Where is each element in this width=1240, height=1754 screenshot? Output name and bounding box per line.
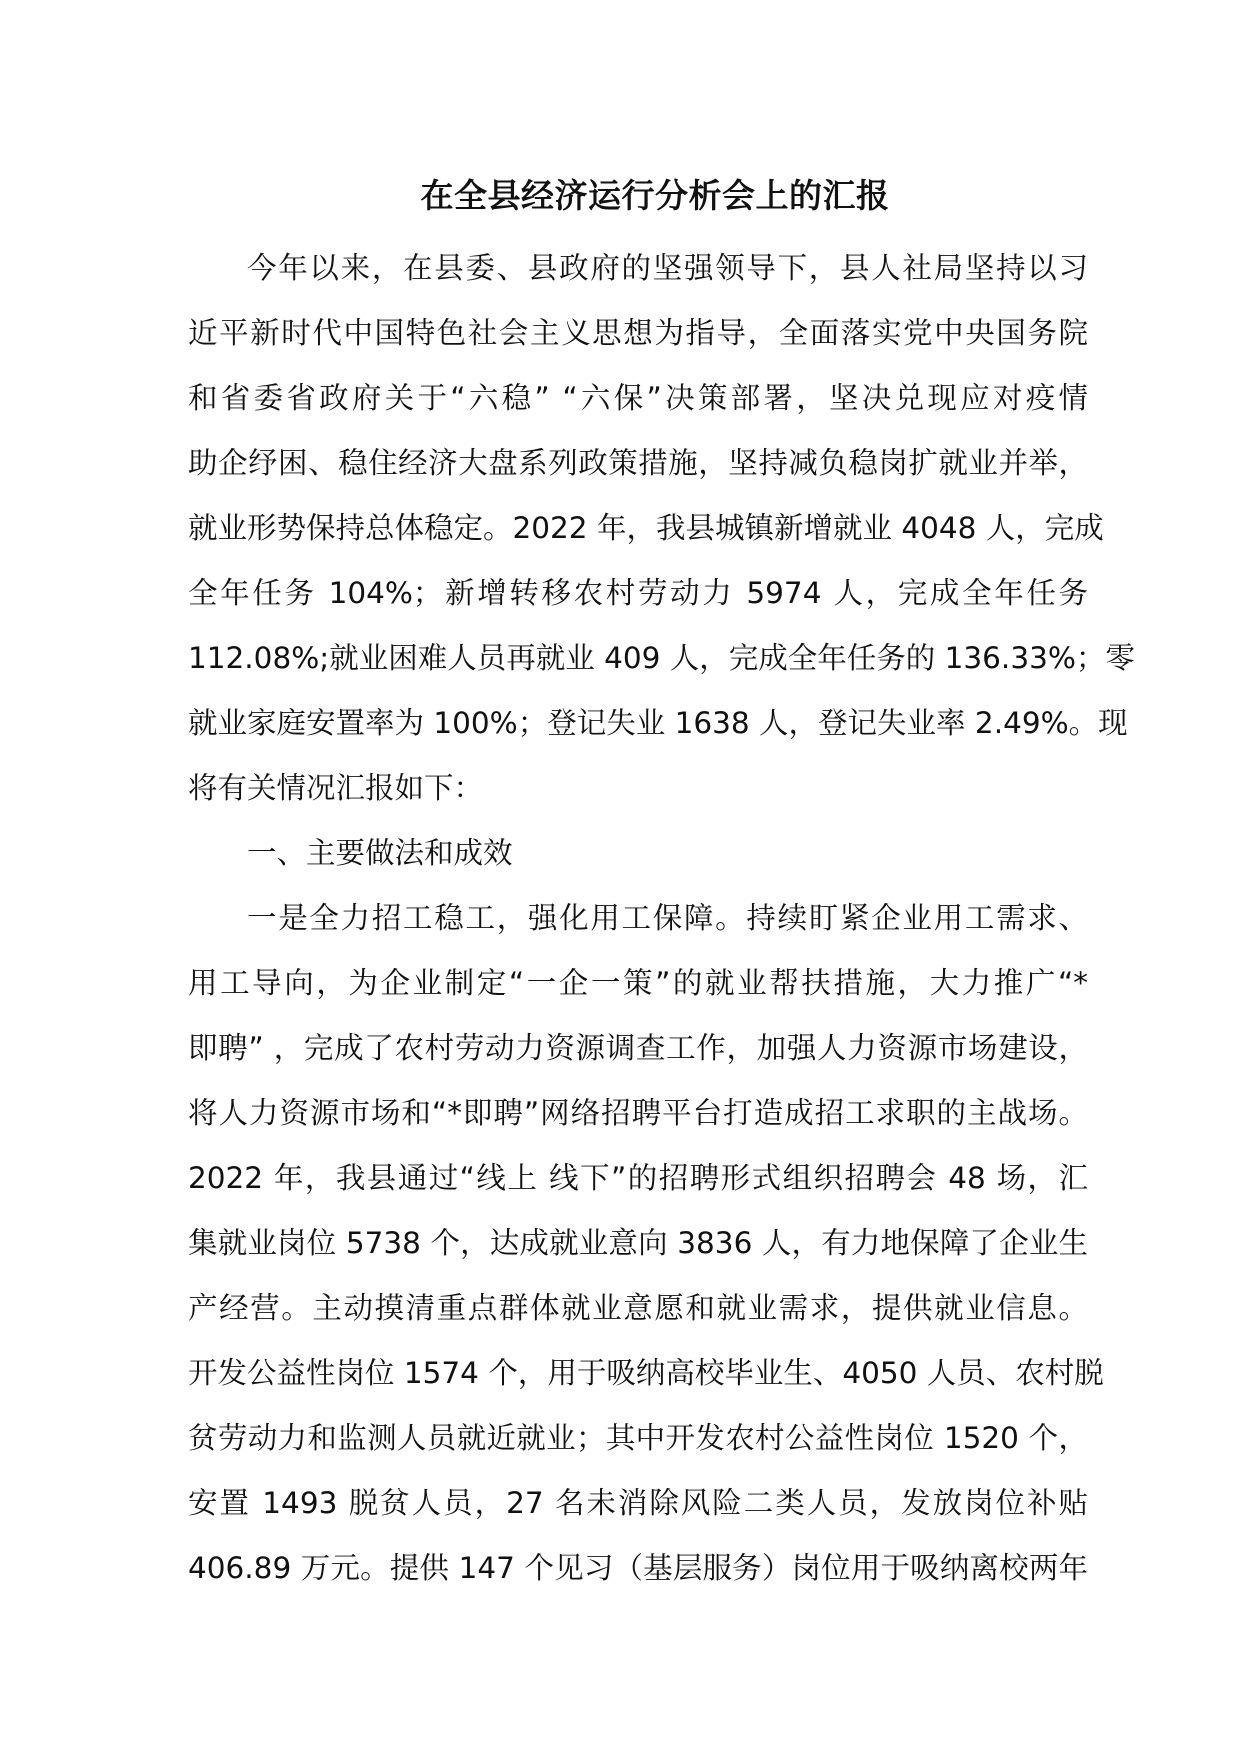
- document-title: 在全县经济运行分析会上的汇报: [420, 176, 890, 215]
- body-line: 即聘” ，完成了农村劳动力资源调查工作，加强人力资源市场建设，: [188, 1031, 1088, 1065]
- body-line: 产经营。主动摸清重点群体就业意愿和就业需求，提供就业信息。: [188, 1291, 1088, 1325]
- body-line: 406.89 万元。提供 147 个见习（基层服务）岗位用于吸纳离校两年: [188, 1551, 1088, 1585]
- body-line: 一、主要做法和成效: [247, 836, 513, 870]
- body-line: 近平新时代中国特色社会主义思想为指导，全面落实党中央国务院: [188, 316, 1088, 350]
- body-line: 112.08%;就业困难人员再就业 409 人，完成全年任务的 136.33%；零: [188, 641, 1135, 675]
- body-line: 今年以来，在县委、县政府的坚强领导下，县人社局坚持以习: [247, 251, 1088, 285]
- document-body: [188, 236, 1135, 1601]
- body-line: 安置 1493 脱贫人员，27 名未消除风险二类人员，发放岗位补贴: [188, 1486, 1088, 1520]
- body-line: 集就业岗位 5738 个，达成就业意向 3836 人，有力地保障了企业生: [188, 1226, 1088, 1260]
- body-line: 就业形势保持总体稳定。2022 年，我县城镇新增就业 4048 人，完成: [188, 511, 1104, 545]
- body-line: 就业家庭安置率为 100%；登记失业 1638 人，登记失业率 2.49%。现: [188, 706, 1128, 740]
- body-line: 一是全力招工稳工，强化用工保障。持续盯紧企业用工需求、: [247, 901, 1088, 935]
- body-line: 贫劳动力和监测人员就近就业；其中开发农村公益性岗位 1520 个，: [188, 1421, 1088, 1455]
- body-line: 全年任务 104%；新增转移农村劳动力 5974 人，完成全年任务: [188, 576, 1088, 610]
- body-line: 将人力资源市场和“*即聘”网络招聘平台打造成招工求职的主战场。: [188, 1096, 1088, 1130]
- body-line: 开发公益性岗位 1574 个，用于吸纳高校毕业生、4050 人员、农村脱: [188, 1356, 1104, 1390]
- body-line: 助企纾困、稳住经济大盘系列政策措施，坚持减负稳岗扩就业并举，: [188, 446, 1088, 480]
- body-line: 2022 年，我县通过“线上 线下”的招聘形式组织招聘会 48 场，汇: [188, 1161, 1088, 1195]
- body-line: 和省委省政府关于“六稳” “六保”决策部署，坚决兑现应对疫情: [188, 381, 1088, 415]
- body-line: 用工导向，为企业制定“一企一策”的就业帮扶措施，大力推广“*: [188, 966, 1088, 1000]
- body-line: 将有关情况汇报如下：: [188, 771, 484, 805]
